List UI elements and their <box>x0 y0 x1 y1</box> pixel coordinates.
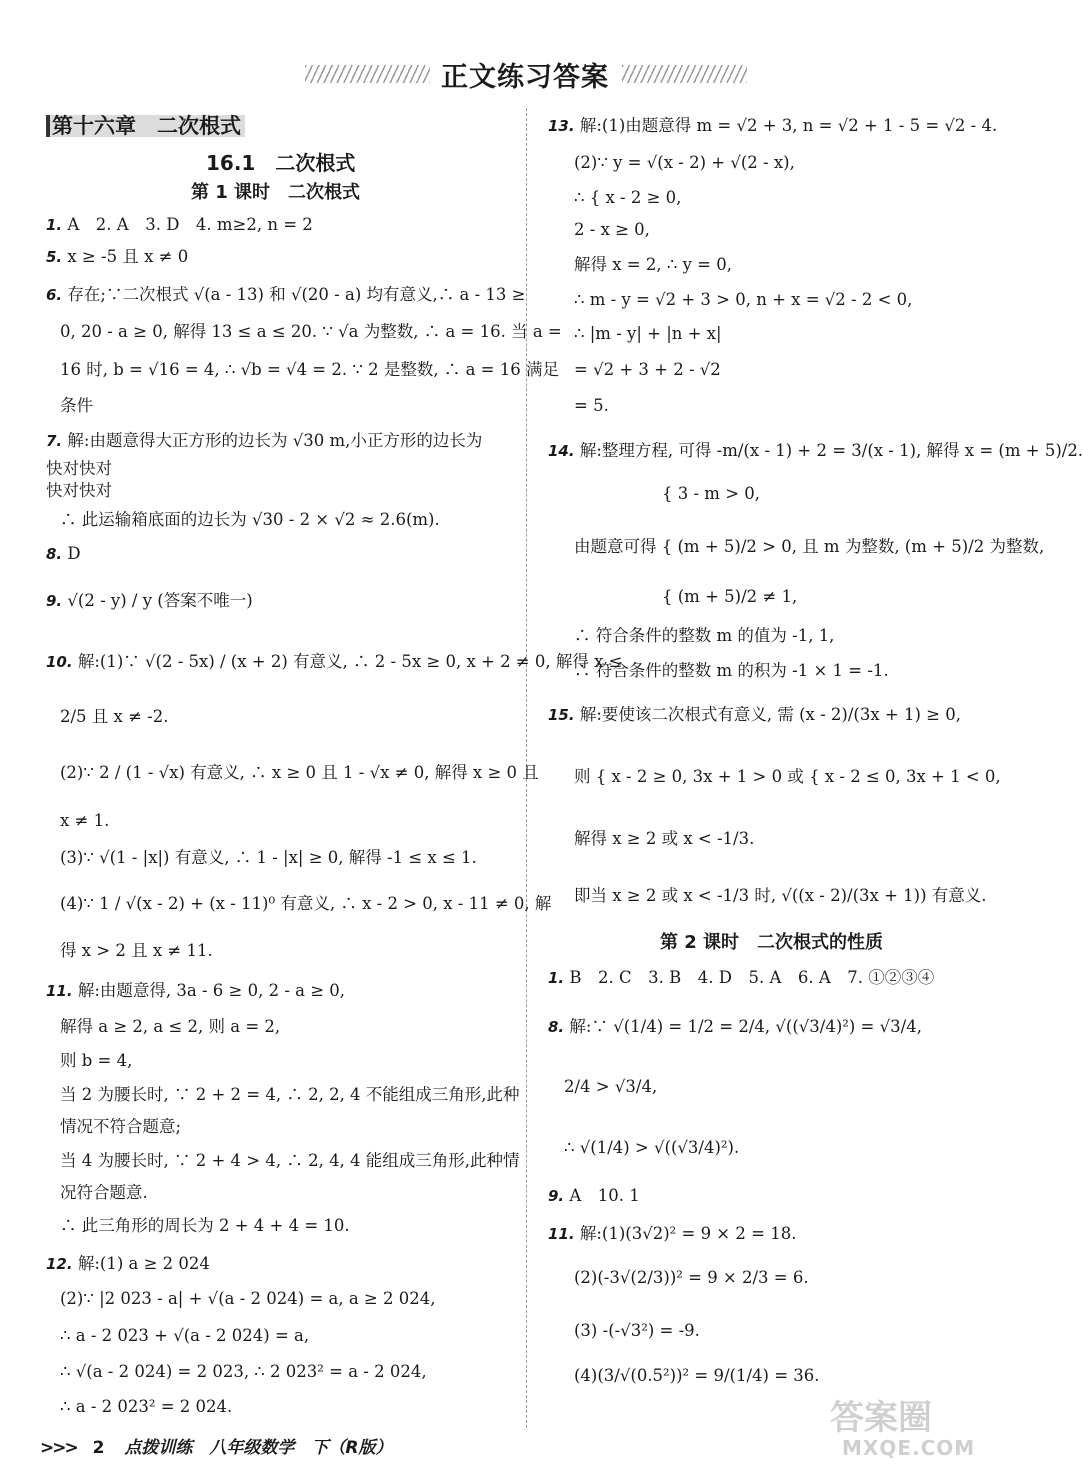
answer-line: 12. 解:(1) a ≥ 2 024 <box>46 1254 210 1273</box>
question-number: 1. <box>548 969 565 987</box>
answer-line: 11. 解:由题意得, 3a - 6 ≥ 0, 2 - a ≥ 0, <box>46 981 346 1000</box>
answer-line: (2)∵ |2 023 - a| + √(a - 2 024) = a, a ≥ 2 024, <box>60 1289 436 1308</box>
watermark <box>820 1390 980 1470</box>
answer-line: (2)∵ y = √(x - 2) + √(2 - x), <box>574 153 795 172</box>
question-number: 6. <box>46 286 63 304</box>
answer-line: 14. 解:整理方程, 可得 -m/(x - 1) + 2 = 3/(x - 1), 解得 x = (m + 5)/2. <box>548 441 1083 460</box>
answer-line: 5. x ≥ -5 且 x ≠ 0 <box>46 247 189 266</box>
answer-line: (4)(3/√(0.5²))² = 9/(1/4) = 36. <box>574 1366 820 1385</box>
answer-line: 情况不符合题意; <box>60 1117 182 1136</box>
question-number: 9. <box>46 592 63 610</box>
answer-line: 16 时, b = √16 = 4, ∴ √b = √4 = 2. ∵ 2 是整数, ∴ a = 16 满足 <box>60 360 559 379</box>
answer-line: ∴ |m - y| + |n + x| <box>574 324 722 343</box>
answer-line: = √2 + 3 + 2 - √2 <box>574 360 721 379</box>
answer-line: 当 2 为腰长时, ∵ 2 + 2 = 4, ∴ 2, 2, 4 不能组成三角形,此种 <box>60 1085 520 1104</box>
question-number: 15. <box>548 706 575 724</box>
answer-line: ∴ a - 2 023² = 2 024. <box>60 1397 233 1416</box>
header-hatch-right <box>622 65 747 83</box>
answer-line: 解得 x = 2, ∴ y = 0, <box>574 255 732 274</box>
question-number: 8. <box>46 545 63 563</box>
answer-line: 1. B 2. C 3. B 4. D 5. A 6. A 7. ①②③④ <box>548 968 935 987</box>
answer-line: { (m + 5)/2 ≠ 1, <box>662 587 798 606</box>
answer-line: 11. 解:(1)(3√2)² = 9 × 2 = 18. <box>548 1224 797 1243</box>
answer-line: ∴ m - y = √2 + 3 > 0, n + x = √2 - 2 < 0, <box>574 290 913 309</box>
answer-line: 10. 解:(1)∵ √(2 - 5x) / (x + 2) 有意义, ∴ 2 - 5x ≥ 0, x + 2 ≠ 0, 解得 x ≤ <box>46 652 623 671</box>
question-number: 12. <box>46 1255 73 1273</box>
page-number: 2 <box>92 1438 105 1458</box>
answer-line: 由题意可得 { (m + 5)/2 > 0, 且 m 为整数, (m + 5)/2 为整数, <box>574 537 1045 556</box>
answer-line: 得 x > 2 且 x ≠ 11. <box>60 941 213 960</box>
answer-line: 8. D <box>46 544 81 563</box>
answer-line: ∴ √(1/4) > √((√3/4)²). <box>564 1138 740 1157</box>
chapter-title: 第十六章 二次根式 <box>46 115 245 137</box>
answer-line: 即当 x ≥ 2 或 x < -1/3 时, √((x - 2)/(3x + 1)) 有意义. <box>574 886 987 905</box>
answer-line: 1. A 2. A 3. D 4. m≥2, n = 2 <box>46 215 313 234</box>
answer-line: 况符合题意. <box>60 1183 148 1202</box>
answer-line: 8. 解:∵ √(1/4) = 1/2 = 2/4, √((√3/4)²) = √3/4, <box>548 1017 922 1036</box>
answer-line: = 5. <box>574 396 609 415</box>
answer-line: ∴ { x - 2 ≥ 0, <box>574 188 682 207</box>
answer-line: 快对快对 <box>46 481 112 500</box>
watermark-text: 答案圈 <box>830 1398 932 1438</box>
answer-line: (3)∵ √(1 - |x|) 有意义, ∴ 1 - |x| ≥ 0, 解得 -1 ≤ x ≤ 1. <box>60 848 477 867</box>
answer-line: 2 - x ≥ 0, <box>574 220 650 239</box>
answer-line: 0, 20 - a ≥ 0, 解得 13 ≤ a ≤ 20. ∵ √a 为整数, ∴ a = 16. 当 a = <box>60 322 562 341</box>
answer-line: 则 { x - 2 ≥ 0, 3x + 1 > 0 或 { x - 2 ≤ 0, 3x + 1 < 0, <box>574 767 1001 786</box>
page-footer <box>40 1433 393 1458</box>
header-hatch-left <box>305 65 430 83</box>
question-number: 10. <box>46 653 73 671</box>
answer-line: x ≠ 1. <box>60 811 110 830</box>
question-number: 7. <box>46 432 63 450</box>
answer-line: (3) -(-√3²) = -9. <box>574 1321 700 1340</box>
answer-line: (2)(-3√(2/3))² = 9 × 2/3 = 6. <box>574 1268 809 1287</box>
answer-line: ∴ √(a - 2 024) = 2 023, ∴ 2 023² = a - 2 024, <box>60 1362 427 1381</box>
question-number: 8. <box>548 1018 565 1036</box>
answer-line: 9. √(2 - y) / y (答案不唯一) <box>46 591 253 610</box>
page-title: 正文练习答案 <box>441 62 609 93</box>
answer-line: ∴ 此运输箱底面的边长为 √30 - 2 × √2 ≈ 2.6(m). <box>60 510 440 529</box>
answer-line: 快对快对 <box>46 459 112 478</box>
question-number: 9. <box>548 1187 565 1205</box>
answer-line: 9. A 10. 1 <box>548 1186 640 1205</box>
answer-line: (2)∵ 2 / (1 - √x) 有意义, ∴ x ≥ 0 且 1 - √x ≠ 0, 解得 x ≥ 0 且 <box>60 763 539 782</box>
section-heading: 16.1 二次根式 <box>206 151 356 175</box>
book-title: 点拨训练 八年级数学 下（R版） <box>124 1438 393 1458</box>
answer-line: 则 b = 4, <box>60 1051 133 1070</box>
answer-line: 7. 解:由题意得大正方形的边长为 √30 m,小正方形的边长为 <box>46 431 483 450</box>
answer-line: ∴ a - 2 023 + √(a - 2 024) = a, <box>60 1326 310 1345</box>
answer-line: ∴ 符合条件的整数 m 的值为 -1, 1, <box>574 626 835 645</box>
answer-line: 解得 a ≥ 2, a ≤ 2, 则 a = 2, <box>60 1017 281 1036</box>
answer-line: 解得 x ≥ 2 或 x < -1/3. <box>574 829 755 848</box>
footer-arrows: >>> <box>40 1438 77 1458</box>
answer-line: 13. 解:(1)由题意得 m = √2 + 3, n = √2 + 1 - 5 = √2 - 4. <box>548 116 998 135</box>
answer-line: 2/5 且 x ≠ -2. <box>60 707 169 726</box>
question-number: 11. <box>548 1225 575 1243</box>
answer-line: ∴ 此三角形的周长为 2 + 4 + 4 = 10. <box>60 1216 350 1235</box>
question-number: 11. <box>46 982 73 1000</box>
answer-line: (4)∵ 1 / √(x - 2) + (x - 11)⁰ 有意义, ∴ x - 2 > 0, x - 11 ≠ 0, 解 <box>60 894 552 913</box>
answer-line: ∴ 符合条件的整数 m 的积为 -1 × 1 = -1. <box>574 661 889 680</box>
question-number: 14. <box>548 442 575 460</box>
lesson-heading-2: 第 2 课时 二次根式的性质 <box>660 932 884 953</box>
chapter-heading <box>46 115 245 137</box>
answer-line: 6. 存在;∵二次根式 √(a - 13) 和 √(20 - a) 均有意义,∴ a - 13 ≥ <box>46 285 526 304</box>
answer-line: 2/4 > √3/4, <box>564 1077 658 1096</box>
question-number: 13. <box>548 117 575 135</box>
answer-line: { 3 - m > 0, <box>662 484 761 503</box>
answer-line: 当 4 为腰长时, ∵ 2 + 4 > 4, ∴ 2, 4, 4 能组成三角形,此种情 <box>60 1151 520 1170</box>
question-number: 1. <box>46 216 63 234</box>
question-number: 5. <box>46 248 63 266</box>
answer-line: 15. 解:要使该二次根式有意义, 需 (x - 2)/(3x + 1) ≥ 0, <box>548 705 961 724</box>
lesson-heading: 第 1 课时 二次根式 <box>191 182 361 203</box>
page-header <box>0 55 1000 95</box>
watermark-url: MXQE.COM <box>842 1436 976 1460</box>
answer-line: 条件 <box>60 396 93 415</box>
